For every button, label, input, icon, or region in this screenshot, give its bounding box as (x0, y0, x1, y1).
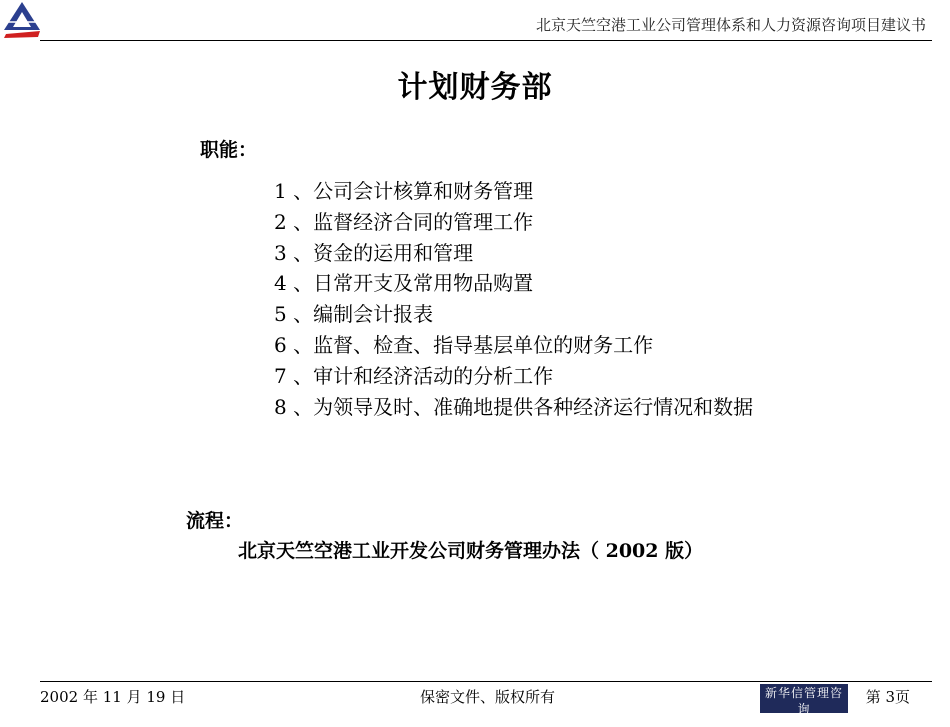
header-divider (40, 40, 932, 41)
consultant-logo (760, 684, 848, 726)
list-item: 2 、监督经济合同的管理工作 (274, 209, 534, 234)
list-item: 5 、编制会计报表 (274, 302, 434, 327)
functions-list (274, 176, 774, 422)
footer-date: 2002 年 11 月 19 日 (40, 688, 186, 706)
footer-divider (40, 681, 932, 682)
footer-page-number: 第 3页 (865, 688, 910, 706)
list-item: 4 、日常开支及常用物品购置 (274, 271, 534, 296)
process-label: 流程： (186, 510, 244, 532)
slide-title: 计划财务部 (397, 70, 553, 105)
list-item: 3 、资金的运用和管理 (274, 240, 474, 265)
airport-logo-icon (0, 0, 44, 40)
functions-label: 职能： (200, 139, 258, 161)
header-company-title: 北京天竺空港工业公司管理体系和人力资源咨询项目建议书 (535, 16, 926, 34)
consultant-logo-en: SINOTRUST (767, 717, 841, 726)
process-document-title: 北京天竺空港工业开发公司财务管理办法（ 2002 版） (238, 540, 704, 562)
consultant-logo-cn: 新华信管理咨询 (764, 686, 843, 716)
list-item: 7 、审计和经济活动的分析工作 (274, 363, 554, 388)
footer-confidential: 保密文件、版权所有 (420, 688, 556, 706)
list-item: 6 、监督、检查、指导基层单位的财务工作 (274, 332, 654, 357)
list-item: 1 、公司会计核算和财务管理 (274, 179, 534, 203)
list-item: 8 、为领导及时、准确地提供各种经济运行情况和数据 (274, 394, 754, 419)
